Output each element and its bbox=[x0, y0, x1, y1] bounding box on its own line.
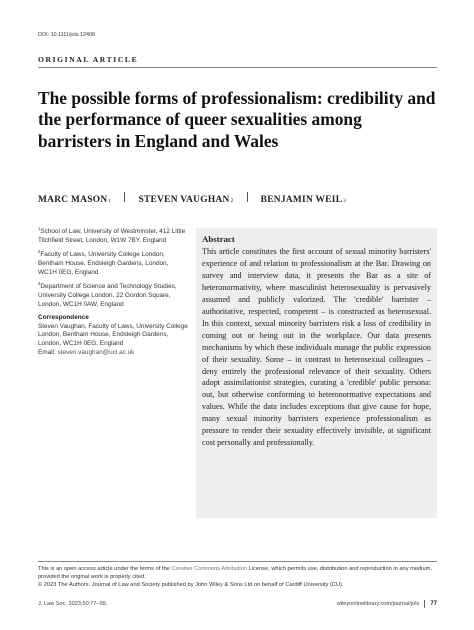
license-notice: This is an open access article under the terms of the Creative Commons Attribution License, which permits use, distribution and reproduction in any medium, provided the original work is properly cited. © 2023 The Authors. Journal of Law and Society published by John Wiley & Sons Ltd on behalf of Cardiff University (CU). bbox=[38, 566, 432, 588]
affiliations-column bbox=[38, 225, 188, 360]
author-list bbox=[38, 192, 346, 205]
correspondence-heading: Correspondence bbox=[38, 314, 89, 322]
email-link[interactable]: steven.vaughan@ucl.ac.uk bbox=[57, 348, 135, 356]
journal-url-link[interactable]: wileyonlinelibrary.com/journal/jols bbox=[336, 601, 420, 607]
author-name[interactable]: BENJAMIN WEIL bbox=[260, 195, 343, 205]
author-name[interactable]: STEVEN VAUGHAN bbox=[138, 195, 230, 205]
correspondence-email-line: Email: steven.vaughan@ucl.ac.uk bbox=[38, 348, 135, 356]
article-type-label: ORIGINAL ARTICLE bbox=[38, 55, 139, 64]
affiliation: $^3$Department of Science and Technology Studies, University College London, 22 Gordon Square, London, WC1H 0AW, England bbox=[38, 281, 177, 308]
article-title: The possible forms of professionalism: credibility and the performance of queer sexualities among barristers in England and Wales bbox=[38, 88, 436, 151]
abstract-box bbox=[196, 228, 437, 518]
author-separator bbox=[124, 192, 125, 202]
page-number: 77 bbox=[430, 601, 437, 607]
author-name[interactable]: MARC MASON bbox=[38, 195, 108, 205]
author-affiliation-marker: 1 bbox=[108, 198, 112, 204]
footer-separator bbox=[424, 600, 425, 608]
journal-citation: J. Law Soc. 2023;50:77–99. bbox=[38, 601, 108, 607]
license-link[interactable]: Creative Commons Attribution bbox=[171, 566, 247, 572]
abstract-text: This article constitutes the first account of sexual minority barristers' experience of and relation to professionalism at the Bar. Drawing on survey and interview data, it presents the Bar as a site of heteronormativity, where masculinist heterosexuality is pervasively assumed and publicly valorized. The 'credible' barrister – authoritative, respected, competent – is constructed as heterosexual. In this context, sexual minority barristers risk a loss of credibility in coming out or being out in the workplace. Our data presents mechanisms by which these individuals manage the public expression of their sexuality. Some – in contrast to heterosexual colleagues – deny entirely the professional relevance of their sexuality. Others adopt assimilationist strategies, curating a 'credible' public persona: out, but otherwise conforming to heteronormative expectations and values. While the data includes exceptions that give cause for hope, many sexual minority barristers experience professionalism as pressure to render their sexuality effectively invisible, at significant cost personally and professionally. bbox=[202, 247, 431, 448]
author-affiliation-marker: 2 bbox=[230, 198, 234, 204]
top-divider bbox=[38, 67, 437, 68]
doi: DOI: 10.1111/jols.12408 bbox=[38, 32, 95, 38]
page-footer bbox=[38, 600, 437, 608]
abstract-heading: Abstract bbox=[202, 234, 235, 244]
author-affiliation-marker: 3 bbox=[343, 198, 347, 204]
copyright-line: © 2023 The Authors. Journal of Law and Society published by John Wiley & Sons Ltd on behalf of Cardiff University (CU). bbox=[38, 581, 344, 588]
affiliation: $^1$School of Law, University of Westminster, 412 Little Titchfield Street, London, W1W 7BY, England bbox=[38, 226, 186, 244]
correspondence-address: Steven Vaughan, Faculty of Laws, University College London, Bentham House, Endsleigh Gardens, London, WC1H 0EG, England bbox=[38, 322, 188, 347]
author-separator bbox=[247, 192, 248, 202]
bottom-divider bbox=[38, 561, 437, 562]
affiliation: $^2$Faculty of Laws, University College London, Bentham House, Endsleigh Gardens, London, WC1H 0EG, England bbox=[38, 249, 169, 276]
